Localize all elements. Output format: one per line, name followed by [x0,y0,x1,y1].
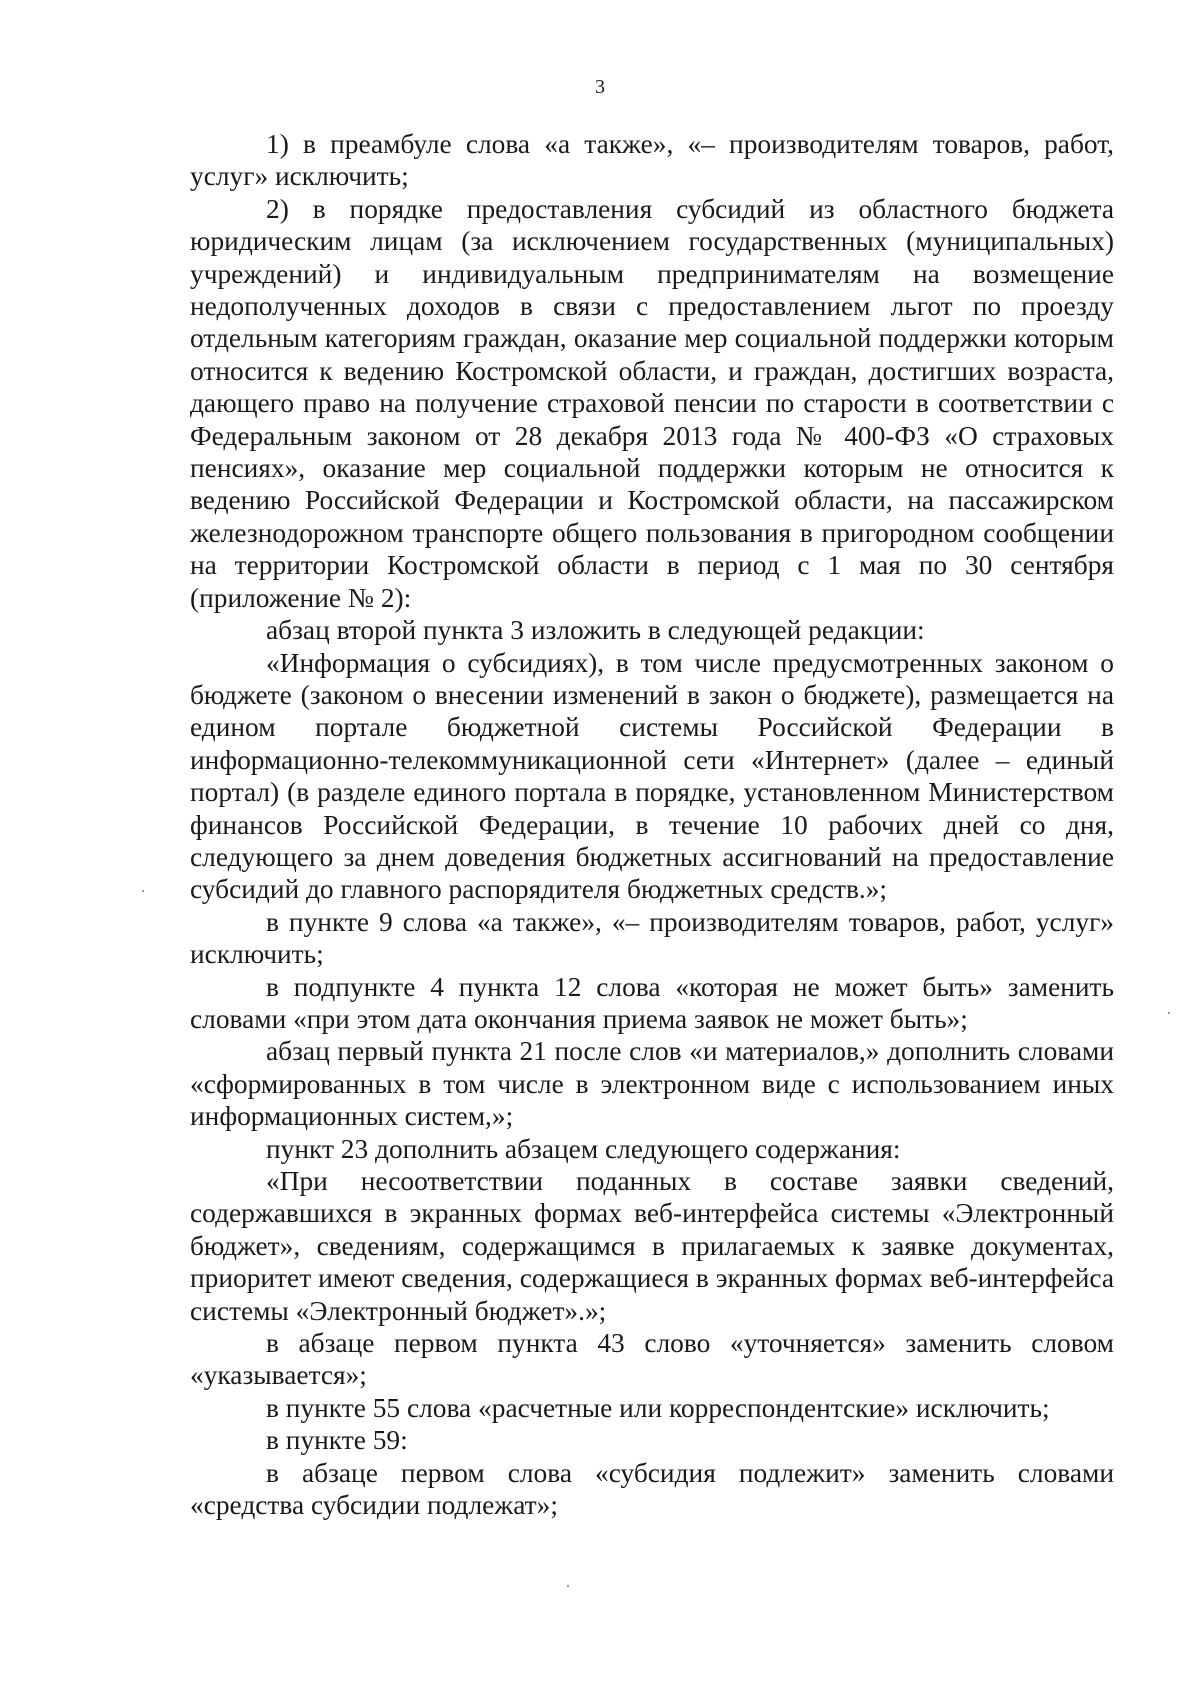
paragraph-6: в подпункте 4 пункта 12 слова «которая не может быть» заменить словами «при этом дата окончания приема заявок не может быть»; [190,971,1114,1034]
paragraph-10: в абзаце первом пункта 43 слово «уточняется» заменить словом «указывается»; [190,1328,1114,1391]
paragraph-9: «При несоответствии поданных в составе заявки сведений, содержавшихся в экранных формах веб-интерфейса системы «Электронный бюджет», сведениям, содержащимся в прилагаемых к заявке документах, приоритет имеют сведения, содержащиеся в экранных формах веб-интерфейса системы «Электронный бюджет».»; [190,1166,1114,1326]
scan-speck [142,890,144,892]
paragraph-4: «Информация о субсидиях), в том числе предусмотренных законом о бюджете (законом о внесении изменений в закон о бюджете), размещается на едином портале бюджетной системы Российской Федерации в информационно-телекоммуникационной сети «Интернет» (далее – единый портал) (в разделе единого портала в порядке, установленном Министерством финансов Российской Федерации, в течение 10 рабочих дней со дня, следующего за днем доведения бюджетных ассигнований на предоставление субсидий до главного распорядителя бюджетных средств.»; [190,647,1114,905]
scan-speck [567,1585,569,1587]
document-body [190,128,1114,1521]
paragraph-3: абзац второй пункта 3 изложить в следующей редакции: [266,615,925,646]
paragraph-7: абзац первый пункта 21 после слов «и материалов,» дополнить словами «сформированных в том числе в электронном виде с использованием иных информационных систем,»; [190,1036,1114,1132]
scan-speck [1168,1012,1170,1014]
paragraph-5: в пункте 9 слова «а также», «– производителям товаров, работ, услуг» исключить; [190,906,1114,970]
paragraph-11: в пункте 55 слова «расчетные или корреспондентские» исключить; [266,1392,1050,1423]
page-number: 3 [595,76,605,98]
paragraph-13: в абзаце первом слова «субсидия подлежит» заменить словами «средства субсидии подлежат»; [190,1457,1114,1521]
paragraph-8: пункт 23 дополнить абзацем следующего содержания: [266,1133,901,1164]
paragraph-12: в пункте 59: [266,1425,408,1456]
paragraph-2: 2) в порядке предоставления субсидий из областного бюджета юридическим лицам (за исключением государственных (муниципальных) учреждений) и индивидуальным предпринимателям на возмещение недополученных доходов в связи с предоставлением льгот по проезду отдельным категориям граждан, оказание мер социальной поддержки которым относится к ведению Костромской области, и граждан, достигших возраста, дающего право на получение страховой пенсии по старости в соответствии с Федеральным законом от 28 декабря 2013 года № 400-ФЗ «О страховых пенсиях», оказание мер социальной поддержки которым не относится к ведению Российской Федерации и Костромской области, на пассажирском железнодорожном транспорте общего пользования в пригородном сообщении на территории Костромской области в период с 1 мая по 30 сентября (приложение № 2): [190,193,1114,613]
paragraph-1: 1) в преамбуле слова «а также», «– производителям товаров, работ, услуг» исключить; [190,129,1114,192]
